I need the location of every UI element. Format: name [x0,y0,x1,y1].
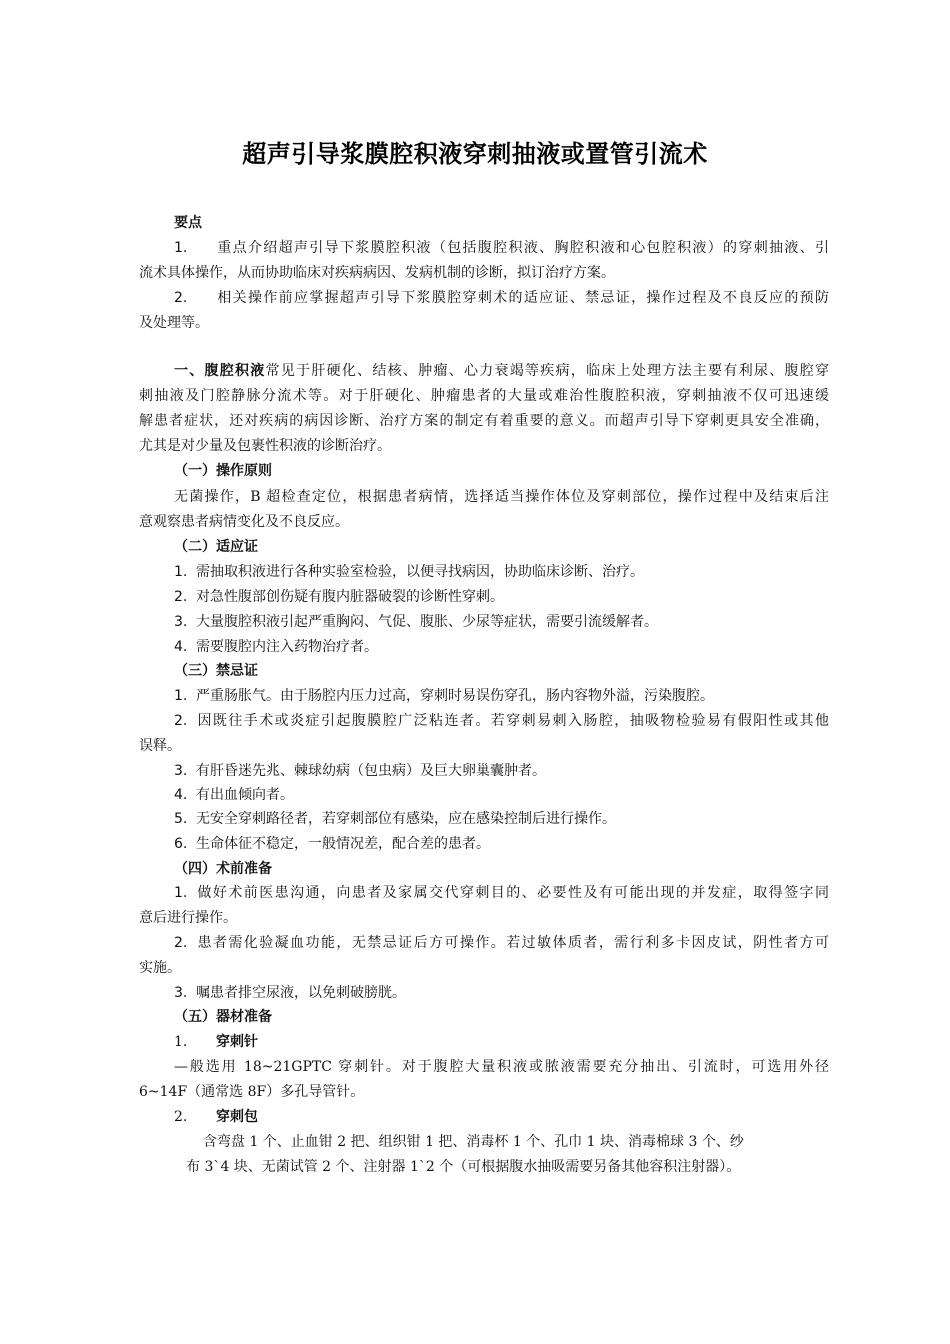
indication-item [174,612,829,632]
contraindication-text: 有肝昏迷先兆、棘球幼病（包虫病）及巨大卵巢囊肿者。 [196,763,546,779]
preparation-text: 嘱患者排空尿液，以免刺破膀胱。 [196,985,406,1001]
contraindication-item-3 [174,761,829,781]
indication-number: 3. [174,614,188,630]
contraindication-number: 4. [174,787,188,803]
key-point-2-text: 相关操作前应掌握超声引导下浆膜腔穿刺术的适应证、禁忌证，操作过程及不良反应的预防 [216,290,829,306]
preparation-item-1 [174,883,829,903]
document-title: 超声引导浆膜腔积液穿刺抽液或置管引流术 [242,140,708,168]
indications-heading: （二）适应证 [174,539,258,555]
contraindication-text: 因既往手术或炎症引起腹膜腔广泛粘连者。若穿刺易刺入肠腔，抽吸物检验易有假阳性或其他 [196,713,829,729]
indication-number: 2. [174,589,188,605]
equipment-heading: （五）器材准备 [174,1009,272,1025]
kit-heading: 穿刺包 [216,1109,258,1125]
indication-text: 需抽取积液进行各种实验室检验，以便寻找病因，协助临床诊断、治疗。 [196,564,644,580]
contraindications-heading: （三）禁忌证 [174,663,258,679]
contraindication-text: 无安全穿刺路径者，若穿刺部位有感染，应在感染控制后进行操作。 [196,811,616,827]
contraindication-number: 1. [174,688,188,704]
contraindication-item-6 [174,834,829,854]
contraindication-number: 2. [174,713,188,729]
preparation-number: 2. [174,935,188,951]
indication-number: 1. [174,564,188,580]
section1-intro-line-4: 尤其是对少量及包裹性积液的诊断治疗。 [139,438,391,454]
key-point-2-number: 2. [174,290,188,306]
needle-line-2: 6~14F（通常选 8F）多孔导管针。 [139,1084,365,1100]
kit-subheading [174,1107,829,1127]
contraindication-item-2-line-2: 误释。 [139,738,181,754]
key-point-1-line-2: 流术具体操作，从而协助临床对疾病病因、发病机制的诊断，拟订治疗方案。 [139,265,615,281]
preparation-item-3 [174,983,829,1003]
key-point-2-line-2: 及处理等。 [139,315,209,331]
indication-item [174,562,829,582]
contraindication-item-4 [174,785,829,805]
preparation-text: 做好术前医患沟通，向患者及家属交代穿刺目的、必要性及有可能出现的并发症，取得签字同 [196,885,829,901]
section1-intro-line-1 [174,361,829,381]
contraindication-item-2 [174,711,829,731]
preparation-item-1-line-2: 意后进行操作。 [139,910,237,926]
preparation-item-2 [174,933,829,953]
needle-subheading [174,1032,829,1052]
indication-item [174,587,829,607]
kit-line-1: 含弯盘 1 个、止血钳 2 把、组织钳 1 把、消毒杯 1 个、孔巾 1 块、消毒棉球 3 个、纱 [203,1134,744,1150]
key-point-1-number: 1. [174,240,188,256]
preparation-number: 3. [174,985,188,1001]
contraindication-text: 严重肠胀气。由于肠腔内压力过高，穿刺时易误伤穿孔，肠内容物外溢，污染腹腔。 [196,688,714,704]
indication-text: 大量腹腔积液引起严重胸闷、气促、腹胀、少尿等症状，需要引流缓解者。 [196,614,658,630]
principle-line-1: 无菌操作，B 超检查定位，根据患者病情，选择适当操作体位及穿刺部位，操作过程中及结束后注 [174,489,829,505]
needle-number: 1. [174,1034,188,1050]
indication-text: 需要腹腔内注入药物治疗者。 [196,639,378,655]
contraindication-item-5 [174,809,829,829]
section1-intro-text: 常见于肝硬化、结核、肿瘤、心力衰竭等疾病，临床上处理方法主要有利尿、腹腔穿 [265,363,829,379]
contraindication-item-1 [174,686,829,706]
indication-item [174,637,829,657]
needle-line-1: —般选用 18~21GPTC 穿刺针。对于腹腔大量积液或脓液需要充分抽出、引流时，可选用外径 [174,1059,829,1075]
principle-line-2: 意观察患者病情变化及不良反应。 [139,514,349,530]
preparation-item-2-line-2: 实施。 [139,960,181,976]
preparation-text: 患者需化验凝血功能，无禁忌证后方可操作。若过敏体质者，需行利多卡因皮试，阴性者方可 [196,935,829,951]
contraindication-text: 有出血倾向者。 [196,787,294,803]
section1-heading: 一、腹腔积液 [174,363,266,379]
kit-number: 2. [174,1109,188,1125]
contraindication-number: 5. [174,811,188,827]
key-point-2-line-1 [174,288,829,308]
key-points-heading: 要点 [174,215,202,231]
key-point-1-line-1 [174,238,829,258]
preparation-number: 1. [174,885,188,901]
preparation-heading: （四）术前准备 [174,861,272,877]
indication-number: 4. [174,639,188,655]
section1-intro-line-3: 解患者症状，还对疾病的病因诊断、治疗方案的制定有着重要的意义。而超声引导下穿刺更具安全准确， [139,413,829,429]
kit-line-2: 布 3`4 块、无菌试管 2 个、注射器 1`2 个（可根据腹水抽吸需要另备其他容积注射器）。 [186,1159,741,1175]
needle-heading: 穿刺针 [216,1034,258,1050]
section1-intro-line-2: 刺抽液及门腔静脉分流术等。对于肝硬化、肿瘤患者的大量或难治性腹腔积液，穿刺抽液不仅可迅速缓 [139,388,829,404]
contraindication-number: 3. [174,763,188,779]
key-point-1-text: 重点介绍超声引导下浆膜腔积液（包括腹腔积液、胸腔积液和心包腔积液）的穿刺抽液、引 [216,240,829,256]
indication-text: 对急性腹部创伤疑有腹内脏器破裂的诊断性穿刺。 [196,589,504,605]
principle-heading: （一）操作原则 [174,463,272,479]
contraindication-number: 6. [174,836,188,852]
contraindication-text: 生命体征不稳定，一般情况差，配合差的患者。 [196,836,490,852]
